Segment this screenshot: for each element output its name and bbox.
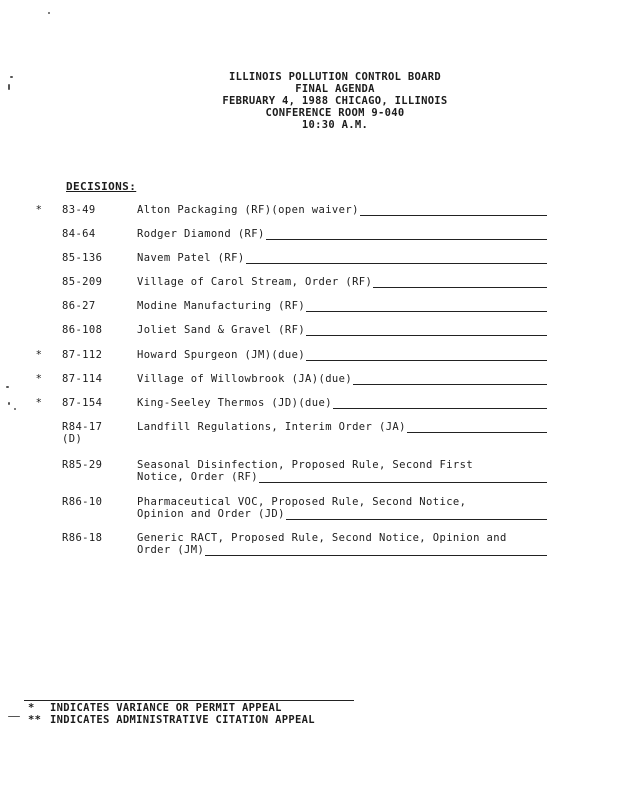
signature-line — [286, 510, 547, 520]
signature-line — [266, 230, 547, 240]
case-description-cont: Notice, Order (RF) — [137, 471, 258, 483]
case-number: R86-18 — [62, 532, 103, 544]
legend-row-variance — [28, 702, 315, 714]
legend-text-variance: INDICATES VARIANCE OR PERMIT APPEAL — [50, 702, 282, 714]
scan-speck — [14, 408, 16, 410]
case-description: Joliet Sand & Gravel (RF) — [137, 324, 306, 336]
case-number: 83-49 — [62, 204, 96, 216]
item-marker: * — [35, 349, 43, 361]
agenda-header — [120, 71, 550, 131]
meeting-date-location: FEBRUARY 4, 1988 CHICAGO, ILLINOIS — [222, 95, 448, 107]
case-description: Rodger Diamond (RF) — [137, 228, 265, 240]
scan-speck — [10, 76, 13, 78]
case-number: 84-64 — [62, 228, 96, 240]
case-description-cont: Opinion and Order (JD) — [137, 508, 285, 520]
case-number: 85-209 — [62, 276, 103, 288]
case-description: Landfill Regulations, Interim Order (JA) — [137, 421, 406, 433]
signature-line — [333, 399, 547, 409]
double-star-marker: ** — [28, 714, 42, 726]
legend-text-citation: INDICATES ADMINISTRATIVE CITATION APPEAL — [50, 714, 315, 726]
case-description: Modine Manufacturing (RF) — [137, 300, 306, 312]
signature-line — [306, 351, 547, 361]
case-description: Seasonal Disinfection, Proposed Rule, Second First — [137, 459, 474, 471]
signature-line — [360, 206, 547, 216]
meeting-room: CONFERENCE ROOM 9-040 — [265, 107, 405, 119]
case-number: 87-154 — [62, 397, 103, 409]
case-description: Pharmaceutical VOC, Proposed Rule, Second Notice, — [137, 496, 467, 508]
scan-speck — [6, 386, 9, 388]
case-number: R86-10 — [62, 496, 103, 508]
case-description: Village of Carol Stream, Order (RF) — [137, 276, 373, 288]
decisions-heading: DECISIONS: — [66, 180, 137, 193]
case-description: Generic RACT, Proposed Rule, Second Notice, Opinion and — [137, 532, 507, 544]
case-description: Howard Spurgeon (JM)(due) — [137, 349, 306, 361]
signature-line — [407, 423, 547, 433]
case-number: R85-29 — [62, 459, 103, 471]
legend-row-citation — [28, 714, 315, 726]
case-description-cont: Order (JM) — [137, 544, 205, 556]
item-marker: * — [35, 397, 43, 409]
signature-line — [205, 546, 547, 556]
legend — [28, 702, 315, 726]
signature-line — [246, 254, 547, 264]
case-number: 85-136 — [62, 252, 103, 264]
scan-speck — [8, 84, 10, 90]
scan-speck — [8, 716, 20, 717]
signature-line — [373, 278, 547, 288]
case-description: King-Seeley Thermos (JD)(due) — [137, 397, 332, 409]
case-number: 87-112 — [62, 349, 103, 361]
signature-line — [259, 473, 547, 483]
case-description: Navem Patel (RF) — [137, 252, 245, 264]
single-star-marker: * — [28, 702, 35, 714]
case-number: 86-108 — [62, 324, 103, 336]
case-number: 87-114 — [62, 373, 103, 385]
agenda-type: FINAL AGENDA — [295, 83, 375, 95]
item-marker: * — [35, 204, 43, 216]
case-description: Village of Willowbrook (JA)(due) — [137, 373, 353, 385]
item-marker: * — [35, 373, 43, 385]
scan-speck — [8, 402, 10, 405]
signature-line — [353, 375, 547, 385]
case-number: R84-17 (D) — [62, 421, 103, 445]
board-name: ILLINOIS POLLUTION CONTROL BOARD — [229, 71, 441, 83]
signature-line — [306, 302, 547, 312]
meeting-time: 10:30 A.M. — [301, 119, 369, 131]
signature-line — [306, 326, 547, 336]
case-description: Alton Packaging (RF)(open waiver) — [137, 204, 359, 216]
scan-speck — [48, 12, 50, 14]
footer-divider — [24, 700, 354, 701]
case-number: 86-27 — [62, 300, 96, 312]
